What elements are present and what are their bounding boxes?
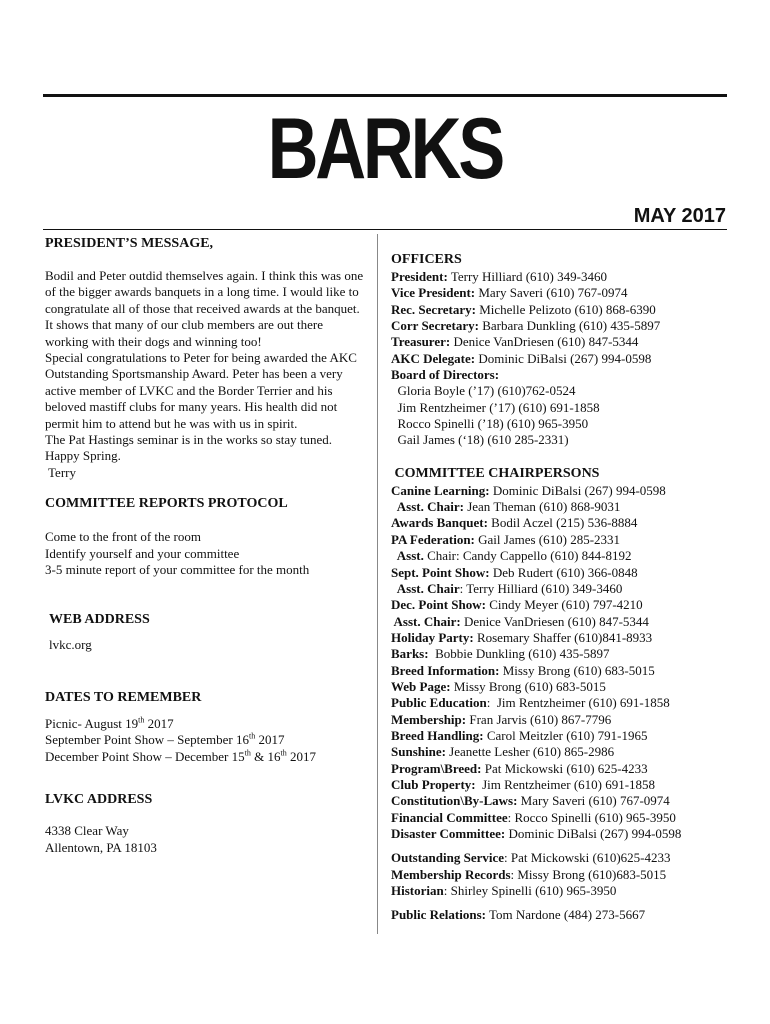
committee-reports-heading: COMMITTEE REPORTS PROTOCOL — [45, 496, 288, 512]
chair-row: Barks: Bobbie Dunkling (610) 435-5897 — [391, 646, 610, 662]
date-item-december-show: December Point Show – December 15th & 16th 2017 — [45, 748, 316, 764]
chair-row: Historian: Shirley Spinelli (610) 965-3950 — [391, 883, 617, 899]
officers-heading: OFFICERS — [391, 252, 462, 267]
chair-row: Outstanding Service: Pat Mickowski (610)625-4233 — [391, 850, 671, 866]
web-address-link[interactable]: lvkc.org — [49, 636, 92, 652]
chairpersons-list — [391, 483, 731, 843]
newsletter-title: BARKS — [267, 101, 502, 197]
board-member: Gloria Boyle (’17) (610)762-0524 — [391, 383, 576, 399]
chair-row: Disaster Committee: Dominic DiBalsi (267) 994-0598 — [391, 826, 682, 841]
committee-reports-section — [45, 495, 367, 578]
lvkc-address-heading: LVKC ADDRESS — [45, 792, 153, 808]
chair-row: PA Federation: Gail James (610) 285-2331 — [391, 531, 621, 547]
presidents-message-paragraph: Happy Spring. — [45, 448, 121, 464]
protocol-line: Identify yourself and your committee — [45, 545, 240, 561]
web-address-heading: WEB ADDRESS — [49, 611, 150, 627]
chairpersons-extra-list — [391, 850, 731, 899]
chair-row: Sept. Point Show: Deb Rudert (610) 366-0848 — [391, 564, 638, 580]
officer-row: President: Terry Hilliard (610) 349-3460 — [391, 269, 607, 284]
officer-row: Vice President: Mary Saveri (610) 767-0974 — [391, 285, 628, 301]
address-line: Allentown, PA 18103 — [45, 839, 157, 855]
header-divider — [43, 229, 727, 230]
board-member: Rocco Spinelli (’18) (610) 965-3950 — [391, 416, 589, 432]
chair-row: Public Education: Jim Rentzheimer (610) 691-1858 — [391, 695, 670, 711]
top-rule — [43, 94, 727, 97]
presidents-message-paragraph: Bodil and Peter outdid themselves again. I think this was one of the bigger awards banquets in a long time. I would like to congratulate all of those that received awards at the banquet. It shows that many of our club members are out there working with their dogs and winning too! — [45, 268, 364, 349]
chair-row: Financial Committee: Rocco Spinelli (610) 965-3950 — [391, 809, 676, 825]
board-of-directors-label: Board of Directors: — [391, 367, 500, 383]
left-column — [45, 235, 367, 856]
chair-row: Constitution\By-Laws: Mary Saveri (610) 767-0974 — [391, 793, 670, 809]
chair-row: Asst. Chair: Denice VanDriesen (610) 847-5344 — [391, 613, 649, 629]
chair-row: Sunshine: Jeanette Lesher (610) 865-2986 — [391, 744, 615, 760]
presidents-message-paragraph: The Pat Hastings seminar is in the works so stay tuned. — [45, 432, 333, 448]
presidents-message — [45, 235, 367, 481]
officer-row: Corr Secretary: Barbara Dunkling (610) 435-5897 — [391, 318, 661, 334]
chair-row: Asst. Chair: Jean Theman (610) 868-9031 — [391, 499, 621, 515]
chairpersons-heading: COMMITTEE CHAIRPERSONS — [391, 465, 600, 481]
presidents-message-signature: Terry — [45, 464, 76, 480]
chair-row: Asst. Chair: Candy Cappello (610) 844-8192 — [391, 548, 632, 564]
presidents-message-heading: PRESIDENT’S MESSAGE, — [45, 236, 214, 251]
protocol-line: Come to the front of the room — [45, 529, 201, 545]
date-item-picnic: Picnic- August 19th 2017 — [45, 715, 174, 731]
officer-row: AKC Delegate: Dominic DiBalsi (267) 994-0598 — [391, 350, 652, 366]
public-relations-row: Public Relations: Tom Nardone (484) 273-5667 — [391, 907, 646, 923]
date-item-september-show: September Point Show – September 16th 2017 — [45, 731, 285, 748]
lvkc-address-section — [45, 791, 367, 856]
chair-row: Asst. Chair: Terry Hilliard (610) 349-3460 — [391, 580, 623, 596]
column-divider — [377, 234, 378, 934]
chair-row: Breed Information: Missy Brong (610) 683-5015 — [391, 662, 655, 678]
chair-row: Program\Breed: Pat Mickowski (610) 625-4233 — [391, 760, 648, 776]
board-member: Jim Rentzheimer (’17) (610) 691-1858 — [391, 399, 600, 415]
chair-row: Dec. Point Show: Cindy Meyer (610) 797-4210 — [391, 597, 643, 613]
presidents-message-paragraph: Special congratulations to Peter for being awarded the AKC Outstanding Sportsmanship Award. Peter has been a very active member of LVKC and the Border Terrier and his beloved mastiff clubs for many years. His health did not permit him to attend but he was with us in spirit. — [45, 350, 357, 431]
chair-row: Membership Records: Missy Brong (610)683-5015 — [391, 866, 667, 882]
dates-section — [45, 689, 367, 765]
protocol-line: 3-5 minute report of your committee for the month — [45, 562, 310, 578]
web-address-section — [45, 611, 367, 653]
officers-list — [391, 269, 731, 449]
issue-date: MAY 2017 — [633, 205, 726, 227]
chair-row: Web Page: Missy Brong (610) 683-5015 — [391, 678, 606, 694]
chair-row: Membership: Fran Jarvis (610) 867-7796 — [391, 711, 612, 727]
address-line: 4338 Clear Way — [45, 823, 129, 839]
right-column — [391, 251, 731, 924]
officer-row: Rec. Secretary: Michelle Pelizoto (610) 868-6390 — [391, 301, 656, 317]
chair-row: Canine Learning: Dominic DiBalsi (267) 994-0598 — [391, 482, 666, 498]
chair-row: Awards Banquet: Bodil Aczel (215) 536-8884 — [391, 515, 638, 531]
chair-row: Breed Handling: Carol Meitzler (610) 791-1965 — [391, 727, 648, 743]
chair-row: Holiday Party: Rosemary Shaffer (610)841-8933 — [391, 629, 653, 645]
chair-row: Club Property: Jim Rentzheimer (610) 691-1858 — [391, 776, 656, 792]
board-member: Gail James (‘18) (610 285-2331) — [391, 432, 569, 448]
officer-row: Treasurer: Denice VanDriesen (610) 847-5344 — [391, 334, 639, 350]
dates-heading: DATES TO REMEMBER — [45, 689, 202, 705]
